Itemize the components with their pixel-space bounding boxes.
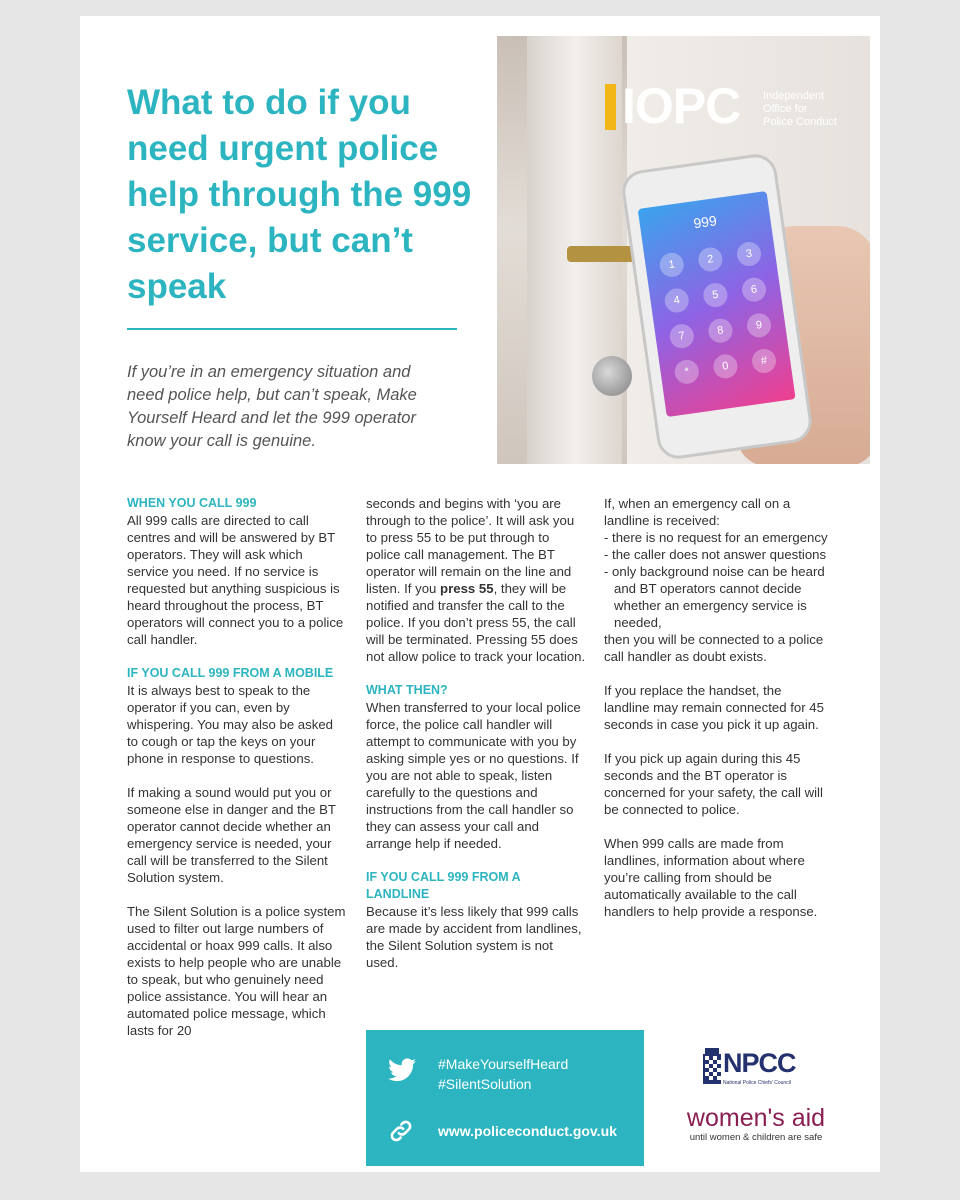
npcc-subtitle: National Police Chiefs' Council — [723, 1080, 791, 1086]
press-55-emphasis: press 55 — [440, 581, 494, 596]
keypad-key: 8 — [707, 317, 734, 344]
leaflet-page — [80, 16, 880, 1172]
iopc-line-1: Independent — [763, 90, 825, 102]
mobile-paragraph-3: The Silent Solution is a police system used to filter out large numbers of accidental or hoax 999 calls. It also exists to help people who are unable to speak, but who genuinely need police assistance. You will hear an automated police message, which lasts for 20 — [127, 904, 346, 1038]
keypad-key: 1 — [658, 251, 685, 278]
keypad-key: 7 — [668, 323, 695, 350]
keypad-key: 4 — [663, 287, 690, 314]
iopc-logo — [605, 80, 865, 140]
twitter-icon — [388, 1058, 416, 1082]
keypad-key: 6 — [740, 276, 767, 303]
when-you-call-heading: WHEN YOU CALL 999 — [127, 496, 257, 510]
phone-screen — [638, 191, 796, 417]
landline-paragraph-1: Because it’s less likely that 999 calls are made by accident from landlines, the Silent Solution system is not used. — [366, 904, 582, 970]
womens-aid-logo — [681, 1104, 831, 1143]
mobile-heading: IF YOU CALL 999 FROM A MOBILE — [127, 666, 334, 680]
what-then-heading: WHAT THEN? — [366, 683, 448, 697]
landline-paragraph-2-intro: If, when an emergency call on a landline is received: — [604, 496, 791, 528]
website-link[interactable]: www.policeconduct.gov.uk — [438, 1123, 617, 1139]
npcc-wordmark: NPCC — [723, 1048, 796, 1078]
keypad-key: 2 — [697, 246, 724, 273]
mobile-paragraph-4-end: , they will be notified and transfer the call to the police. If you don’t press 55, the call will be terminated. Pressing 55 does not allow police to track your location. — [366, 581, 586, 664]
landline-paragraph-2-outro: then you will be connected to a police call handler as doubt exists. — [604, 632, 824, 664]
list-item: - the caller does not answer questions — [604, 547, 827, 562]
link-icon — [388, 1118, 414, 1144]
mobile-paragraph-2: If making a sound would put you or someone else in danger and the BT operator cannot decide whether an emergency service is needed, your call will be transferred to the Silent Solution system. — [127, 785, 336, 885]
iopc-logo-bar — [605, 84, 616, 130]
landline-paragraph-3: If you replace the handset, the landline may remain connected for 45 seconds in case you pick it up again. — [604, 683, 824, 732]
list-item: - there is no request for an emergency — [604, 530, 828, 545]
list-item: - only background noise can be heard and BT operators cannot decide whether an emergency service is needed, — [604, 564, 825, 630]
keypad-key: 3 — [735, 240, 762, 267]
landline-heading: IF YOU CALL 999 FROM A LANDLINE — [366, 870, 521, 901]
womens-aid-wordmark: women's aid — [686, 1104, 826, 1132]
title-divider — [127, 328, 457, 330]
page-title: What to do if you need urgent police help through the 999 service, but can’t speak — [127, 83, 472, 306]
column-2 — [366, 495, 586, 988]
npcc-logo — [703, 1044, 807, 1096]
npcc-crest-icon — [703, 1048, 721, 1084]
column-3 — [604, 495, 829, 937]
intro-text: If you’re in an emergency situation and need police help, but can’t speak, Make Yourself Heard and let the 999 operator know your call is genuine. — [127, 363, 417, 450]
mobile-paragraph-4 — [366, 495, 586, 665]
dialed-number: 999 — [692, 212, 718, 232]
mobile-paragraph-1: It is always best to speak to the operator if you can, even by whispering. You may also be asked to cough or tap the keys on your phone in response to questions. — [127, 683, 334, 766]
iopc-line-2: Office for — [763, 103, 808, 115]
keypad-key: 9 — [745, 312, 772, 339]
landline-paragraph-5: When 999 calls are made from landlines, information about where you’re calling from should be automatically available to the call handlers to help provide a response. — [604, 836, 818, 919]
hashtag-silent-solution[interactable]: #SilentSolution — [438, 1076, 532, 1092]
keypad-key: 0 — [712, 353, 739, 380]
iopc-logo-text — [763, 90, 837, 129]
hashtag-make-yourself-heard[interactable]: #MakeYourselfHeard — [438, 1056, 569, 1072]
womens-aid-tagline: until women & children are safe — [689, 1132, 823, 1143]
column-1 — [127, 495, 347, 1056]
keypad-key: * — [673, 358, 700, 385]
when-you-call-body: All 999 calls are directed to call centres and will be answered by BT operators. They will ask which service you need. If no service is requested but anything suspicious is heard throughout the process, BT operators will connect you to a police call handler. — [127, 513, 344, 647]
keypad-key: # — [750, 347, 777, 374]
iopc-logo-letters: IOPC — [622, 78, 741, 134]
mobile-paragraph-4-start: seconds and begins with ‘you are through to the police’. It will ask you to press 55 to be put through to police call management. The BT operator will remain on the line and listen. If you — [366, 496, 575, 596]
door-knob — [592, 356, 632, 396]
keypad-key: 5 — [702, 282, 729, 309]
what-then-body: When transferred to your local police force, the police call handler will attempt to communicate with you by asking simple yes or no questions. If you are not able to speak, listen carefully to the questions and instructions from the call handler so they can assess your call and arrange help if needed. — [366, 700, 581, 851]
landline-paragraph-4: If you pick up again during this 45 seconds and the BT operator is concerned for your safety, the call will be connected to police. — [604, 751, 823, 817]
iopc-line-3: Police Conduct — [763, 116, 837, 128]
landline-conditions-list — [604, 529, 829, 631]
social-box — [366, 1030, 644, 1166]
